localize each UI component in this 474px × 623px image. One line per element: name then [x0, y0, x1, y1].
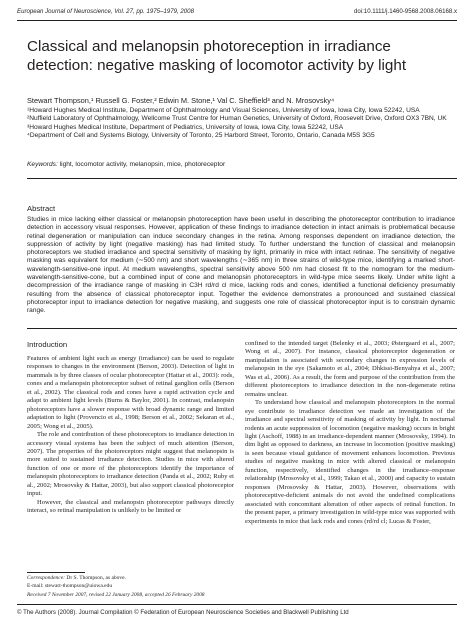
keywords: [27, 161, 457, 168]
received-dates: Received 7 November 2007, revised 22 January 2008, accepted 26 February 2008: [27, 592, 205, 598]
keywords-text: light, locomotor activity, melanopsin, mice, photoreceptor: [59, 161, 226, 168]
footnote-rule: [27, 572, 85, 573]
abstract-text: Studies in mice lacking either classical or melanopsin photoreception have been useful in describing the photoreceptor contribution to irradiance detection in accessory visual responses. However, application of these findings to irradiance detection in intact animals is problematical because retinal degeneration or manipulation can induce secondary changes in the retina. Among responses dependent on irradiance detection, the suppression of activity by light (negative masking) has had limited study. To further understand the function of classical and melanopsin photoreceptors we studied irradiance and spectral sensitivity of masking by light, primarily in mice with intact retinae. The sensitivity of negative masking was equivalent for medium (∼500 nm) and short wavelengths (∼365 nm) in three strains of wild-type mice, identifying a marked short-wavelength-sensitive-one input. At medium wavelengths, spectral sensitivity above 500 nm had closest fit to the nomogram for the medium-wavelength-sensitive-cone, but a combined input of cone and melanopsin photoreceptors in wild-type mice seems likely. Under white light a decompression of the irradiance range of masking in C3H rd/rd cl mice, lacking rods and cones, identified a functional deficiency presumably resulting from the absence of classical photoreceptor input. Together the evidence demonstrates a pronounced and sustained classical photoreceptor input to irradiance detection for negative masking, and suggests one role of classical photoreceptor input is to constrain dynamic range.: [27, 216, 455, 315]
affiliation-1: ¹Howard Hughes Medical Institute, Department of Ophthalmology and Visual Sciences, University of Iowa, Iowa City, Iowa 52242, USA: [27, 107, 420, 114]
keywords-rule: [27, 178, 457, 179]
correspondence-footnote: [27, 574, 234, 590]
intro-paragraph-5: To understand how classical and melanopsin photoreceptors in the normal eye contribute to irradiance detection we made an investigation of the irradiance and spectral sensitivity of masking of activity by light. In nocturnal rodents an acute suppression of locomotion (negative masking) occurs in bright light (Aschoff, 1988) in an irradiance-dependent manner (Mrosovsky, 1994). In dim light as opposed to darkness, an increase in locomotion (positive masking) is seen because visual guidance of movement enhances locomotion. Previous studies of negative masking in mice with altered classical or melanopsin function, respectively, identified changes in the irradiance–response relationship (Mrosovsky et al., 1999; Takao et al., 2000) and capacity to sustain responses (Mrosovsky & Hattar, 2003). However, observations with photoreceptive-deficient animals do not avoid the undefined complications associated with concomitant alteration of other aspects of retinal function. In the present paper, a primary investigation in wild-type mice was supported with experiments in mice that lack rods and cones (rd/rd cl; Lucas & Foster,: [245, 399, 455, 525]
doi: doi:10.1111/j.1460-9568.2008.06168.x: [353, 8, 457, 15]
header-rule: [17, 20, 457, 21]
body-column-right: [245, 340, 455, 526]
abstract-rule: [27, 328, 457, 329]
affiliation-4: ⁴Department of Cell and Systems Biology, University of Toronto, 25 Harbord Street, Toronto, Ontario, Canada M5S 3G5: [27, 131, 375, 139]
footer-rule: [17, 604, 457, 605]
journal-citation: European Journal of Neuroscience, Vol. 27, pp. 1975–1979, 2008: [17, 8, 194, 15]
affiliation-2: ²Nuffield Laboratory of Ophthalmology, Wellcome Trust Centre for Human Genetics, University of Oxford, Roosevelt Drive, Oxford OX3 7BN, UK: [27, 115, 447, 123]
running-head: [17, 8, 457, 15]
intro-paragraph-1: Features of ambient light such as energy (irradiance) can be used to regulate responses to changes in the environment (Berson, 2003). Detection of light in mammals is by three classes of ocular photoreceptor (Hattar et al., 2003): rods, cones and a melanopsin photoreceptor subset of retinal ganglion cells (Berson et al., 2002). The classical rods and cones have a rapid activation cycle and adapt to ambient light levels (Burns & Baylor, 2001). In contrast, melanopsin photoreceptors have a slower response with broad dynamic range and limited adaptation to light (Provencio et al., 1998; Berson et al., 2002; Sekaran et al., 2005; Wong et al., 2005).: [27, 355, 234, 430]
correspondence-email: E-mail: stewart-thompson@uiowa.edu: [27, 583, 113, 589]
introduction-heading: Introduction: [27, 340, 68, 349]
copyright: © The Authors (2008). Journal Compilation © Federation of European Neuroscience Societies and Blackwell Publishing Ltd: [17, 609, 349, 616]
intro-paragraph-3: However, the classical and melanopsin photoreceptor pathways directly interact, so retinal manipulation is unlikely to be limited or: [27, 498, 234, 515]
body-column-left: [27, 355, 234, 516]
affiliations: [27, 107, 457, 140]
keywords-label: Keywords:: [27, 161, 58, 168]
author-list: Stewart Thompson,¹ Russell G. Foster,² Edwin M. Stone,¹ Val C. Sheffield³ and N. Mrosovsky⁴: [27, 96, 335, 105]
intro-paragraph-4: confined to the intended target (Belenky et al., 2003; Østergaard et al., 2007; Wong et al., 2007). For instance, classical photoreceptor degeneration or manipulation is associated with secondary changes in expression levels of melanopsin in the eye (Sakamoto et al., 2004; Dhkissi-Benyahya et al., 2007; Was et al., 2006). As a result, the form and purpose of the contribution from the different photoreceptors to irradiance detection in the non-degenerate retina remains unclear.: [245, 340, 455, 398]
correspondence-text: Dr S. Thompson, as above.: [66, 575, 126, 581]
abstract-heading: Abstract: [27, 204, 56, 213]
intro-paragraph-2: The role and contribution of these photoreceptors to irradiance detection in accessory visual systems has been the subject of much attention (Berson, 2007). The properties of the photoreceptors might suggest that melanopsin is more suited to sustained irradiance detection. Studies in mice with altered function of one or more of the photoreceptors identify the importance of melanopsin photoreceptors to irradiance detection (Panda et al., 2002; Ruby et al., 2002; Mrosovsky & Hattar, 2003), but also support classical photoreceptor input.: [27, 431, 234, 498]
paper-title: Classical and melanopsin photoreception in irradiance detection: negative masking of locomotor activity by light: [27, 38, 407, 74]
correspondence-label: Correspondence:: [27, 575, 65, 581]
affiliation-3: ³Howard Hughes Medical Institute, Department of Pediatrics, University of Iowa, Iowa City, Iowa 52242, USA: [27, 123, 344, 131]
